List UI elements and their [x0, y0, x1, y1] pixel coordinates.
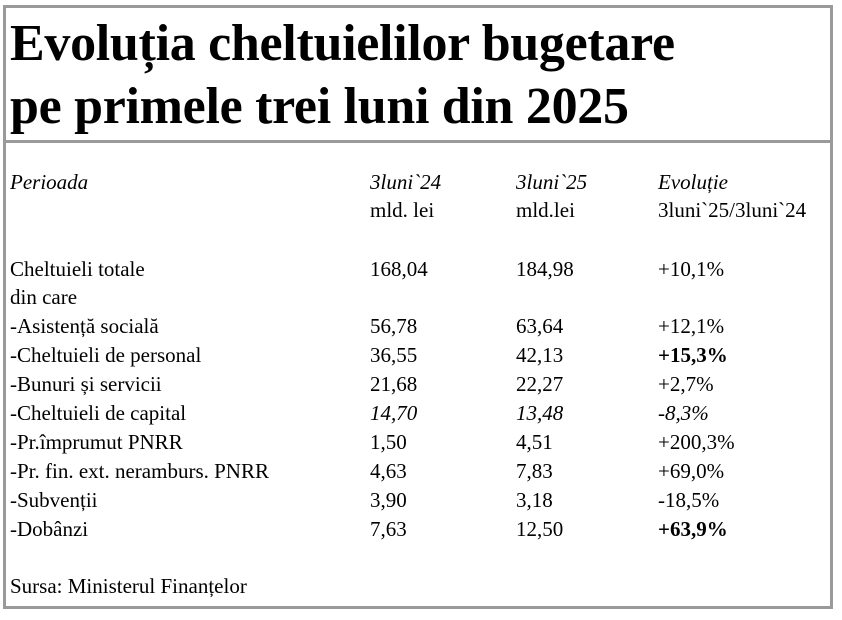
row-value-2025: 12,50	[516, 517, 564, 541]
row-evolution: +10,1%	[658, 257, 725, 281]
row-label: din care	[10, 285, 78, 309]
header-col3: Evoluție	[658, 170, 728, 194]
row-value-2025: 184,98	[516, 257, 574, 281]
header-col2: 3luni`25	[516, 170, 588, 194]
row-value-2025: 4,51	[516, 430, 553, 454]
row-value-2024: 168,04	[370, 257, 428, 281]
row-label: -Dobânzi	[10, 517, 89, 541]
row-label: -Cheltuieli de personal	[10, 343, 202, 367]
row-value-2025: 13,48	[516, 401, 564, 425]
title-line-1: Evoluția cheltuielilor bugetare	[10, 15, 675, 72]
row-evolution: +15,3%	[658, 343, 728, 367]
row-evolution: +69,0%	[658, 459, 725, 483]
row-value-2025: 22,27	[516, 372, 564, 396]
row-label: -Cheltuieli de capital	[10, 401, 187, 425]
row-label: -Subvenții	[10, 488, 98, 512]
row-label: -Pr. fin. ext. neramburs. PNRR	[10, 459, 269, 483]
document-title	[10, 12, 675, 138]
row-value-2024: 4,63	[370, 459, 407, 483]
row-value-2024: 7,63	[370, 517, 407, 541]
row-evolution: -18,5%	[658, 488, 720, 512]
row-evolution: +12,1%	[658, 314, 725, 338]
row-evolution: +63,9%	[658, 517, 728, 541]
row-evolution: +2,7%	[658, 372, 714, 396]
row-value-2025: 63,64	[516, 314, 564, 338]
row-value-2024: 36,55	[370, 343, 418, 367]
header-col1: 3luni`24	[370, 170, 442, 194]
row-label: -Bunuri și servicii	[10, 372, 162, 396]
row-value-2024: 14,70	[370, 401, 418, 425]
row-value-2025: 7,83	[516, 459, 553, 483]
row-label: -Asistență socială	[10, 314, 159, 338]
row-evolution: +200,3%	[658, 430, 735, 454]
header-col2-unit: mld.lei	[516, 198, 575, 222]
source-note: Sursa: Ministerul Finanțelor	[10, 574, 247, 598]
row-value-2024: 56,78	[370, 314, 418, 338]
row-value-2025: 3,18	[516, 488, 553, 512]
row-value-2025: 42,13	[516, 343, 564, 367]
title-divider	[4, 140, 830, 143]
row-evolution: -8,3%	[658, 401, 709, 425]
header-period: Perioada	[10, 170, 89, 194]
row-value-2024: 3,90	[370, 488, 407, 512]
header-col1-unit: mld. lei	[370, 198, 435, 222]
row-label: Cheltuieli totale	[10, 257, 145, 281]
header-col3-sub: 3luni`25/3luni`24	[658, 198, 807, 222]
title-line-2: pe primele trei luni din 2025	[10, 78, 629, 135]
row-value-2024: 1,50	[370, 430, 407, 454]
row-label: -Pr.împrumut PNRR	[10, 430, 183, 454]
row-value-2024: 21,68	[370, 372, 418, 396]
